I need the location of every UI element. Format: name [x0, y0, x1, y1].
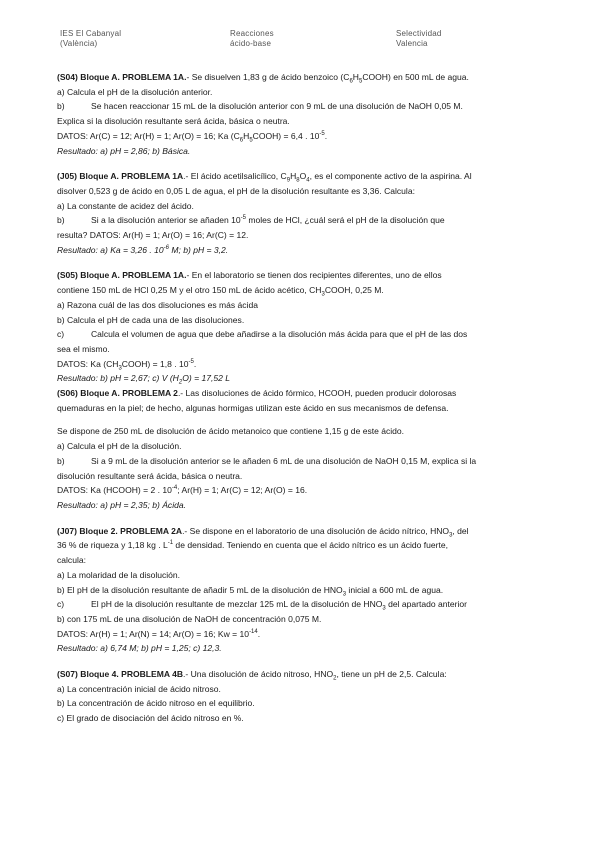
- problem-statement: (S07) Bloque 4. PROBLEMA 4B.- Una disolución de ácido nitroso, $HNO_2$, tiene un pH de 2,5. Calcula:: [57, 669, 447, 682]
- data-line: DATOS: Ka (HCOOH) = 2 . $10^{-4}$; Ar(H) = 1; Ar(C) = 12; Ar(O) = 16.: [57, 485, 308, 496]
- result-line: Resultado: a) pH = 2,86; b) Básica.: [57, 145, 191, 156]
- data-line: DATOS: Ka $(CH_3COOH) = 1,8$ . $10^{-5}$.: [57, 358, 197, 372]
- question-b: b) La concentración de ácido nitroso en el equilibrio.: [57, 698, 255, 709]
- question-c-cont: sea el mismo.: [57, 343, 110, 354]
- problem-statement: (S05) Bloque A. PROBLEMA 1A.- En el laboratorio se tienen dos recipientes diferentes, uno de ellos: [57, 270, 442, 281]
- problems-list: [57, 70, 542, 737]
- problem-s05: [57, 268, 542, 512]
- result-line: Resultado: a) 6,74 M; b) pH = 1,25; c) 12,3.: [57, 643, 222, 654]
- problem-j05: [57, 169, 542, 257]
- problem-s06-statement-cont: quemaduras en la piel; de hecho, algunas hormigas utilizan este ácido en sus mecanismos de defensa.: [57, 402, 449, 413]
- question-a: a) Calcula el pH de la disolución.: [57, 441, 182, 452]
- question-c: c) Calcula el volumen de agua que debe añadirse a la disolución más ácida para que el pH de las dos: [57, 329, 468, 340]
- question-b-cont: resulta? DATOS: Ar(H) = 1; Ar(O) = 16; Ar(C) = 12.: [57, 230, 249, 241]
- result-line: Resultado: a) Ka = 3,26 . $10^{-6}$ M; b) pH = 3,2.: [57, 244, 229, 255]
- question-b-cont: Explica si la disolución resultante será ácida, básica o neutra.: [57, 116, 290, 127]
- problem-s04: [57, 70, 542, 158]
- problem-s06-paragraph: Se dispone de 250 mL de disolución de ácido metanoico que contiene 1,15 g de este ácido.: [57, 426, 405, 437]
- question-b: b) Si a 9 mL de la disolución anterior se le añaden 6 mL de una disolución de NaOH 0,15 M, explica si la: [57, 455, 477, 466]
- problem-statement: (J07) Bloque 2. PROBLEMA 2A.- Se dispone en el laboratorio de una disolución de ácido nítrico, $HNO_3$, del: [57, 525, 469, 539]
- question-a: a) La concentración inicial de ácido nitroso.: [57, 683, 221, 694]
- result-line: Resultado: a) pH = 2,35; b) Ácida.: [57, 499, 186, 510]
- header-school: IES El Cabanyal (València): [60, 29, 122, 48]
- question-a: a) Razona cuál de las dos disoluciones es más ácida: [57, 299, 258, 310]
- question-a: a) La constante de acidez del ácido.: [57, 200, 194, 211]
- page-header: [60, 29, 540, 51]
- result-line: Resultado: b) pH = 2,67; c) V $(H_2O) = 17,52$ L: [57, 373, 230, 387]
- problem-statement: (S04) Bloque A. PROBLEMA 1A.- Se disuelven 1,83 g de ácido benzoico $(C_6H_5COOH)$ en 500 mL de agua.: [57, 72, 469, 85]
- problem-statement-cont2: calcula:: [57, 555, 86, 566]
- problem-j07: [57, 524, 542, 656]
- question-b: b) Si a la disolución anterior se añaden $10^{-5}$ moles de HCl, ¿cuál será el pH de la disolución que: [57, 215, 445, 226]
- question-a: a) Calcula el pH de la disolución anterior.: [57, 86, 213, 97]
- header-topic: Reacciones ácido-base: [230, 29, 274, 48]
- problem-statement-cont: 36 % de riqueza y 1,18 kg . $L^{-1}$ de densidad. Teniendo en cuenta que el ácido nítrico es un ácido fuerte,: [57, 540, 449, 551]
- question-c-cont: b) con 175 mL de una disolución de NaOH de concentración 0,075 M.: [57, 613, 322, 624]
- question-b: b) El pH de la disolución resultante de añadir 5 mL de la disolución de $HNO_3$ inicial a 600 mL de agua.: [57, 584, 444, 598]
- data-line: DATOS: Ar(C) = 12; Ar(H) = 1; Ar(O) = 16; Ka $(C_6H_5COOH) = 6,4$ . $10^{-5}$.: [57, 130, 328, 144]
- header-exam: Selectividad Valencia: [396, 29, 442, 48]
- problem-statement: (J05) Bloque A. PROBLEMA 1A.- El ácido acetilsalicílico, $C_9H_8O_4$, es el componente activo de la aspirina. Al: [57, 171, 472, 184]
- problem-s07: [57, 667, 542, 726]
- data-line: DATOS: Ar(H) = 1; Ar(N) = 14; Ar(O) = 16; $Kw = 10^{-14}$.: [57, 628, 261, 639]
- question-b: b) Se hacen reaccionar 15 mL de la disolución anterior con 9 mL de una disolución de NaOH 0,05 M.: [57, 101, 463, 112]
- question-c: c) El pH de la disolución resultante de mezclar 125 mL de la disolución de $HNO_3$ del apartado anterior: [57, 599, 467, 612]
- problem-s06-statement: (S06) Bloque A. PROBLEMA 2.- Las disoluciones de ácido fórmico, HCOOH, pueden producir dolorosas: [57, 388, 457, 399]
- question-b-cont: disolución resultante será ácida, básica o neutra.: [57, 470, 243, 481]
- problem-statement-cont: contiene 150 mL de HCl 0,25 M y el otro 150 mL de ácido acético, $CH_3COOH$, 0,25 M.: [57, 285, 384, 298]
- question-b: b) Calcula el pH de cada una de las disoluciones.: [57, 314, 245, 325]
- question-c: c) El grado de disociación del ácido nitroso en %.: [57, 713, 244, 724]
- question-a: a) La molaridad de la disolución.: [57, 569, 181, 580]
- problem-statement-cont: disolver 0,523 g de ácido en 0,05 L de agua, el pH de la disolución resultante es 3,36. Calcula:: [57, 185, 415, 196]
